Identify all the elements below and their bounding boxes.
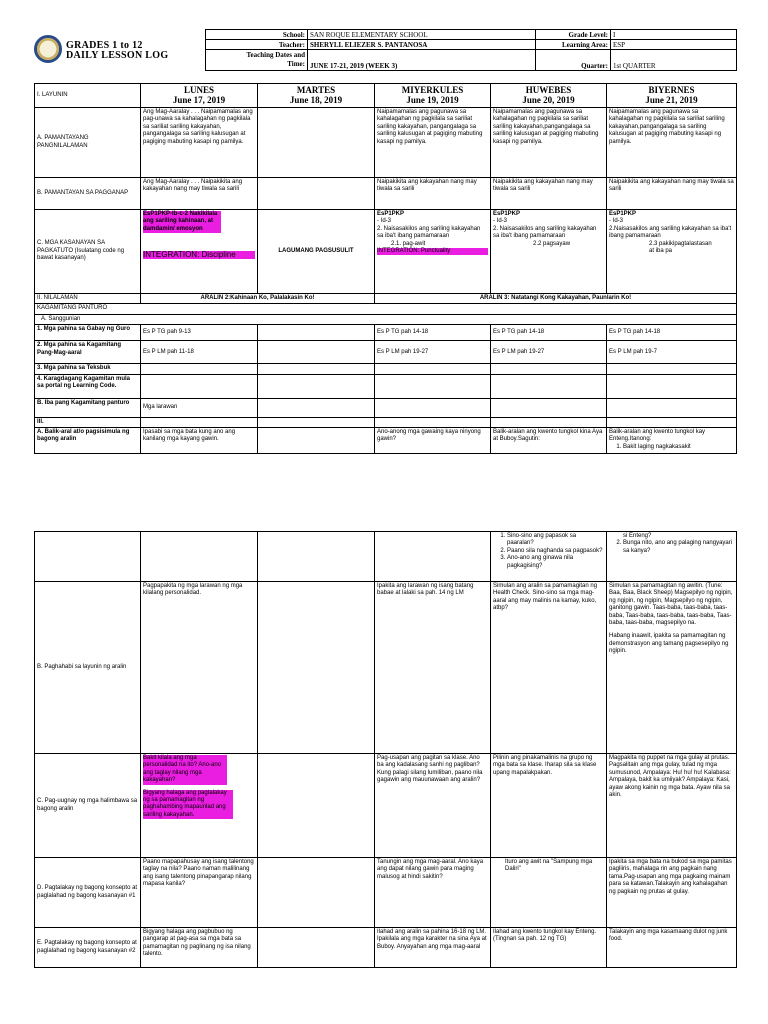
cell-empty [491,398,607,417]
cell: Ilahad ang aralin sa pahina 16-18 ng LM. Ipakilala ang mga karakter na sina Aya at Buboy. Anyayahan ang mga mag-aaral [375,928,491,968]
cell-paghahabi-biyernes [607,582,737,754]
cell: Ang Mag-Aaralay . . . Naipakikita ang kakayahan nang may tiwala sa sarili [141,178,258,210]
cell-kasanayan-huwebes [491,210,607,294]
cell: Tanungin ang mga mag-aaral. Ano kaya ang dapat nilang gawin para maging malusog at hindi sakitin? [375,858,491,928]
cell-empty [607,417,737,427]
document-title [66,41,168,61]
competency-sub: 2.1. pag-awit [391,240,426,247]
row-label-pagtalakay-2: E. Pagtalakay ng bagong konsepto at paglalahad ng bagong kasanayan #2 [35,928,141,968]
cell-empty [35,532,141,582]
cell-continued-huwebes [491,532,607,582]
competency-item: 2. Naisasakilos ang sariling kakayahan sa iba't ibang pamamaraan [493,225,597,240]
school-value: SAN ROQUE ELEMENTARY SCHOOL [308,30,536,40]
cell-empty [258,428,375,454]
cell-empty [141,417,258,427]
row-label-kagamitang-mag-aaral: 2. Mga pahina sa Kagamitang Pang-Mag-aaral [35,341,141,364]
cell: Ipakita ang larawan ng isang batang babae at lalaki sa pah. 14 ng LM [375,582,491,754]
cell-empty [258,108,375,178]
row-label-pamantayan-sa-pagganap: B. PAMANTAYAN SA PAGGANAP [35,178,141,210]
cell: Ano-anong mga gawaing kaya ninyong gawin? [375,428,491,454]
title-line-1: GRADES 1 to 12 [66,40,143,51]
cell-empty [258,325,375,341]
day-header-huwebes [491,84,607,108]
cell-empty [607,398,737,417]
cell-empty [607,364,737,374]
cell-empty [258,532,375,582]
deped-seal-icon [34,35,62,63]
cell-pag-uugnay-lunes [141,754,258,858]
cell-balik-aral-biyernes [607,428,737,454]
cell: Paano mapapahusay ang isang talentong taglay na nila? Paano naman malilinang ang isang talentong pinapangarap nilang mapasa kanila? [141,858,258,928]
row-label-pag-uugnay: C. Pag-uugnay ng mga halimbawa sa bagong aralin [35,754,141,858]
list-item: 1. Sino-sino ang papasok sa paaralan? [507,533,604,548]
cell: Naipamamalas ang pagunawa sa kahalagahan ng pagkilala sa sariliat sariling kakayahan,pangangalaga sa sariling kalusugan at pagiging mabuting kasapi ng pamilya. [491,108,607,178]
cell-text: Simulan sa pamamagitan ng awitin. (Tune: Baa, Baa, Black Sheep) Magsepilyo ng ngipin, ng ngipin, ng ngipin, Magsepilyo ng ngipin, ganitong gawin. Taas-baba, taas-baba, taas-baba, Taas-baba, taas-baba, taas-baba, Taas-baba, taas-baba, magsepilyo na. [609,583,733,627]
cell: Es P LM pah 19-27 [375,341,491,364]
dates-label [206,50,308,71]
row-label-gabay-guro: 1. Mga pahina sa Gabay ng Guro [35,325,141,341]
dates-value: JUNE 17-21, 2019 (WEEK 3) [308,50,536,71]
lagumang-pagsusulit: LAGUMANG PAGSUSULIT [258,210,375,294]
cell-empty [491,364,607,374]
highlighted-text: Bigyang halaga ang pagtalakay ng sa pamamagitan ng paghahambing mapaunlad ang sariling kakayahan. [143,790,233,820]
nilalaman-aralin-2: ARALIN 2:Kahinaan Ko, Palalakasin Ko! [141,294,375,304]
quarter-value: 1st QUARTER [611,50,737,71]
list-item: 2. Paano sila naghanda sa pagpasok? [507,548,604,555]
day-date: June 21, 2019 [645,94,698,105]
cell: Pag-usapan ang pagitan sa klase. Ano ba ang kadalasang sanhi ng pagliban? Kung palagi silang lumiliban, paano nila gagawin ang mauunawaan ang aralin? [375,754,491,858]
quarter-label: Quarter: [536,50,611,71]
cell-empty [491,374,607,398]
competency-id: - Id-3 [609,218,624,225]
day-name: LUNES [183,85,214,95]
cell: Es P LM pah 19-27 [491,341,607,364]
cell: Bigyang halaga ang pagbubuo ng pangarap at pag-asa sa mga bata sa pamamagitan ng paglinang ng isa nilang talento. [141,928,258,968]
page-2 [0,531,768,1024]
cell: Ilahad ang kwento tungkol kay Enteng. (Tingnan sa pah. 12 ng TG) [491,928,607,968]
header-info-table [205,29,737,71]
cell-empty [258,582,375,754]
cell-kasanayan-biyernes [607,210,737,294]
integration-badge: INTEGRATION: Punctuality [377,248,488,255]
cell: Naipakikita ang kakayahan nang may tiwala sa sarili [607,178,737,210]
cell-empty [141,364,258,374]
cell-empty [491,417,607,427]
day-date: June 18, 2019 [289,94,343,105]
row-label-pamantayang-pangnilalaman: A. PAMANTAYANG PANGNILALAMAN [35,108,141,178]
cell: Ang Mag-Aaralay . . . Naipamamalas ang pag-unawa sa kahalagahan ng pagkilala sa sariliat sariling kakayahan, pangangalaga sa sariling kalusugan at pagiging mabuting kasapi ng pamilya. [141,108,258,178]
integration-badge: INTEGRATION: Discipline [143,251,255,258]
sanggunian-heading: A. Sanggunian [35,314,737,324]
page-1 [0,0,768,480]
competency-item: 2. Naisasakilos ang sariling kakayahan sa iba't ibang pamamaraan [377,225,481,240]
cell-empty [375,374,491,398]
cell: Naipakikita ang kakayahan nang may tiwala sa sarili [375,178,491,210]
day-name: MIYERKULES [401,85,464,95]
cell-empty [258,341,375,364]
competency-sub: 2.2 pagsayaw [533,240,571,247]
cell-empty [375,398,491,417]
row-label-iba-pang-kagamitan: B. Iba pang Kagamitang panturo [35,398,141,417]
cell: Es P TG pah 14-18 [491,325,607,341]
cell: Ituro ang awit na "Sampung mga Daliri" [491,858,607,928]
cell-kasanayan-miyerkules [375,210,491,294]
area-value: ESP [611,40,737,50]
cell: Es P TG pah 14-18 [375,325,491,341]
competency-code: EsP1PKP [493,211,521,217]
day-header-martes [258,84,375,108]
cell-empty [141,374,258,398]
cell: Naipamamalas ang pagunawa sa kahalagahan ng pagkilala sa sariliat sariling kakayahan, pangangalaga sa sariling kalusugan at pagiging mabuting kasapi ng pamilya. [375,108,491,178]
day-header-miyerkules [375,84,491,108]
area-label: Learning Area: [536,40,611,50]
cell: Ipasabi sa mga bata kung ano ang kanilang mga kayang gawin. [141,428,258,454]
cell-empty [607,374,737,398]
row-label-kasanayan: C. MGA KASANAYAN SA PAGKATUTO (Isulatang code ng bawat kasanayan) [35,210,141,294]
cell: Magpakita ng puppet na mga gulay at prutas. Pagsalitain ang mga gulay, tulad ng mga sumusunod, Ampalaya: Hu! hu! hu! Kalabasa: Ampalaya, bakit ka umiiyak? Ampalaya: Kasi, ayaw akong kainin ng mga bata. Ayaw nila sa akin. [607,754,737,858]
cell-text: Habang inaawit, ipakita sa pamamagitan ng demonstrasyon ang tamang pagsesepilyo ng ngipin. [609,633,729,655]
teacher-value: SHERYLL ELIEZER S. PANTANOSA [308,40,536,50]
competency-id: - Id-3 [377,218,392,225]
cell: Talakayin ang mga kasamaang dulot ng junk food. [607,928,737,968]
cell: Naipamamalas ang pagunawa sa kahalagahan ng pagkilala sa sariliat sariling kakayahan,pangangalaga sa sariling kalusugan at pagiging mabuting kasapi ng pamilya. [607,108,737,178]
list-item: 1. Bakit laging nagkakasakit [623,444,734,451]
cell: Balik-aralan ang kwento tungkol kina Aya at Buboy.Sagutin: [491,428,607,454]
highlighted-competency: EsP1PKP-Ib-c-2 Nakikilala ang sariling kahinaan, at damdamin/ emosyon [143,211,221,233]
row-label-balik-aral: A. Balik-aral at/o pagsisimula ng bagong aralin [35,428,141,454]
row-label-iii: III. [35,417,141,427]
competency-code: EsP1PKP [609,211,637,217]
competency-item: 2.Naisasakilos ang sariling kakayahan sa iba't ibang pamamaraan [609,225,732,240]
cell-empty [258,364,375,374]
cell-empty [258,754,375,858]
cell-continued-biyernes [607,532,737,582]
cell-empty [375,532,491,582]
day-date: June 17, 2019 [172,94,226,105]
dates-label-line2: Time: [287,60,305,68]
cell-kasanayan-lunes [141,210,258,294]
competency-code: EsP1PKP [377,211,405,217]
cell-text: si Enteng? [623,533,652,539]
cell: Es P LM pah 19-7 [607,341,737,364]
cell: Mga larawan [141,398,258,417]
day-date: June 19, 2019 [406,94,459,105]
lesson-log-table-page2 [34,531,737,968]
cell: Naipakikita ang kakayahan nang may tiwala sa sarili [491,178,607,210]
day-name: BIYERNES [648,85,695,95]
row-label-karagdagang-kagamitan: 4. Karagdagang Kagamitan mula sa portal ng Learning Code. [35,374,141,398]
cell: Pagpapakita ng mga larawan ng mga kilalang personalidad. [141,582,258,754]
day-name: HUWEBES [525,85,572,95]
row-label-paghahabi: B. Paghahabi sa layunin ng aralin [35,582,141,754]
highlighted-text: Bakit kilala ang mga personalidad na ito? Ano-ano ang taglay nilang mga kakayahan? [143,755,227,785]
cell-empty [258,928,375,968]
row-label-teksbuk: 3. Mga pahina sa Teksbuk [35,364,141,374]
cell-empty [258,398,375,417]
lesson-log-table-page1 [34,83,737,454]
title-line-2: DAILY LESSON LOG [66,50,169,61]
cell-text: Balik-aralan ang kwento tungkol kay Enteng.Itanong: [609,429,706,443]
list-item: 2. Bunga nito, ano ang palaging nangyayari sa kanya? [623,540,734,555]
cell: Es P TG pah 14-18 [607,325,737,341]
cell: Ipakita sa mga bata na bukod sa mga pamitas pagliiris, mahalaga rin ang pagkain nang tama.Pag-usapan ang mga pagkaing mainam para sa katawan.Talakayin ang kahalagahan ng pagkain ng prutas at gulay. [607,858,737,928]
competency-id: - Id-3 [493,218,508,225]
cell-empty [141,532,258,582]
school-label: School: [206,30,308,40]
cell-empty [258,178,375,210]
teacher-label: Teacher: [206,40,308,50]
cell-empty [258,374,375,398]
layunin-heading: I. LAYUNIN [35,84,141,108]
grade-label: Grade Level: [536,30,611,40]
dates-label-line1: Teaching Dates and [246,51,305,59]
day-name: MARTES [296,85,336,95]
cell-empty [375,417,491,427]
competency-sub: 2.3 pakikipagtalastasan [649,240,712,247]
grade-value: I [611,30,737,40]
cell: Es P LM pah 11-18 [141,341,258,364]
day-header-lunes [141,84,258,108]
nilalaman-aralin-3: ARALIN 3: Natatangi Kong Kakayahan, Paunlarin Ko! [375,294,737,304]
cell: Es P TG pah 9-13 [141,325,258,341]
cell: Simulan ang aralin sa pamamagitan ng Health Check. Sino-sino sa mga mag-aaral ang may malinis na kamay, kuko, atbp? [491,582,607,754]
cell-empty [375,364,491,374]
kagamitang-panturo-heading: KAGAMITANG PANTURO [35,304,737,314]
competency-sub: at iba pa [649,248,673,255]
row-label-nilalaman: II. NILALAMAN [35,294,141,304]
list-item: 3. Ano-ano ang ginawa nila pagkagising? [507,555,604,570]
day-date: June 20, 2019 [522,94,575,105]
row-label-pagtalakay-1: D. Pagtalakay ng bagong konsepto at paglalahad ng bagong kasanayan #1 [35,858,141,928]
cell-empty [258,417,375,427]
cell: Pilinin ang pinakamalinis na grupo ng mga bata sa klase. Iharap sila sa klase upang mapalakpakan. [491,754,607,858]
cell-empty [258,858,375,928]
day-header-biyernes [607,84,737,108]
